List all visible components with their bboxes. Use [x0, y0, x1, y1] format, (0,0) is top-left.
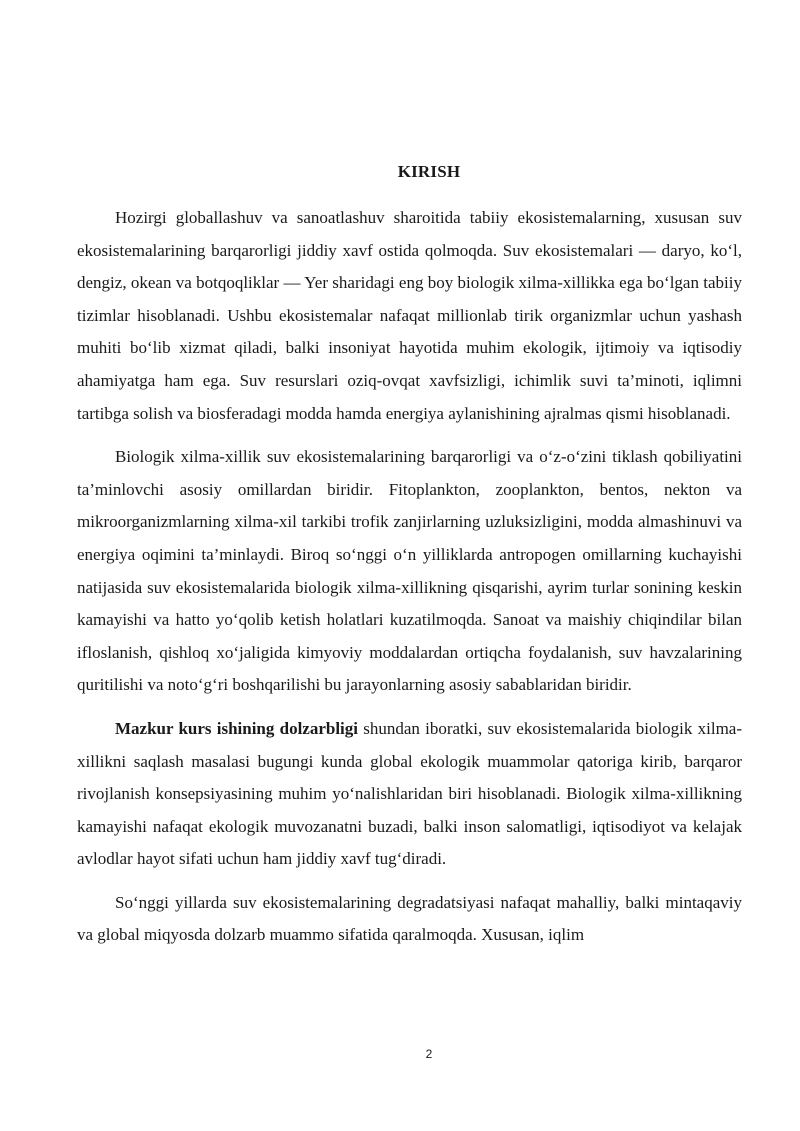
paragraph-text: Biologik xilma-xillik suv ekosistemalarining barqarorligi va o‘z-o‘zini tiklash qobiliyatini ta’minlovchi asosiy omillardan biridir. Fitoplankton, zooplankton, bentos, nekton va mikroorganizmlarning xilma-xil tarkibi trofik zanjirlarning uzluksizligini, modda almashinuvi va energiya oqimini ta’minlaydi. Biroq so‘nggi o‘n yilliklarda antropogen omillarning kuchayishi natijasida suv ekosistemalarida biologik xilma-xillikning qisqarishi, ayrim turlar sonining keskin kamayishi va hatto yo‘qolib ketish holatlari kuzatilmoqda. Sanoat va maishiy chiqindilar bilan ifloslanish, qishloq xo‘jaligida kimyoviy moddalardan ortiqcha foydalanish, suv havzalarining quritilishi va noto‘g‘ri boshqarilishi bu jarayonlarning asosiy sabablaridan biridir. — [77, 447, 742, 695]
paragraph-2 — [77, 441, 742, 702]
paragraph-3 — [77, 713, 742, 876]
body-text — [77, 202, 742, 963]
paragraph-text: shundan iboratki, suv ekosistemalarida biologik xilma-xillikni saqlash masalasi bugungi kunda global ekologik muammolar qatoriga kirib, barqaror rivojlanish konsepsiyasining muhim yo‘nalishlaridan biri hisoblanadi. Biologik xilma-xillikning kamayishi nafaqat ekologik muvozanatni buzadi, balki inson salomatligi, iqtisodiyot va kelajak avlodlar hayot sifati uchun ham jiddiy xavf tug‘diradi. — [77, 718, 743, 869]
page-number: 2 — [425, 1047, 433, 1061]
paragraph-4 — [77, 887, 742, 952]
paragraph-1 — [77, 202, 742, 430]
paragraph-text: Hozirgi globallashuv va sanoatlashuv sharoitida tabiiy ekosistemalarning, xususan suv ekosistemalarining barqarorligi jiddiy xavf ostida qolmoqda. Suv ekosistemalari — daryo, ko‘l, dengiz, okean va botqoqliklar — Yer sharidagi eng boy biologik xilma-xillikka ega bo‘lgan tabiiy tizimlar hisoblanadi. Ushbu ekosistemalar nafaqat millionlab tirik organizmlar uchun yashash muhiti bo‘lib xizmat qiladi, balki insoniyat hayotida muhim ekologik, ijtimoiy va iqtisodiy ahamiyatga ham ega. Suv resurslari oziq-ovqat xavfsizligi, ichimlik suvi ta’minoti, iqlimni tartibga solish va biosferadagi modda hamda energiya aylanishining ajralmas qismi hisoblanadi. — [77, 208, 742, 423]
section-heading: KIRISH — [397, 162, 461, 181]
paragraph-lead: Mazkur kurs ishining dolzarbligi — [115, 718, 359, 738]
paragraph-text: So‘nggi yillarda suv ekosistemalarining degradatsiyasi nafaqat mahalliy, balki mintaqaviy va global miqyosda dolzarb muammo sifatida qaralmoqda. Xususan, iqlim — [77, 892, 742, 945]
